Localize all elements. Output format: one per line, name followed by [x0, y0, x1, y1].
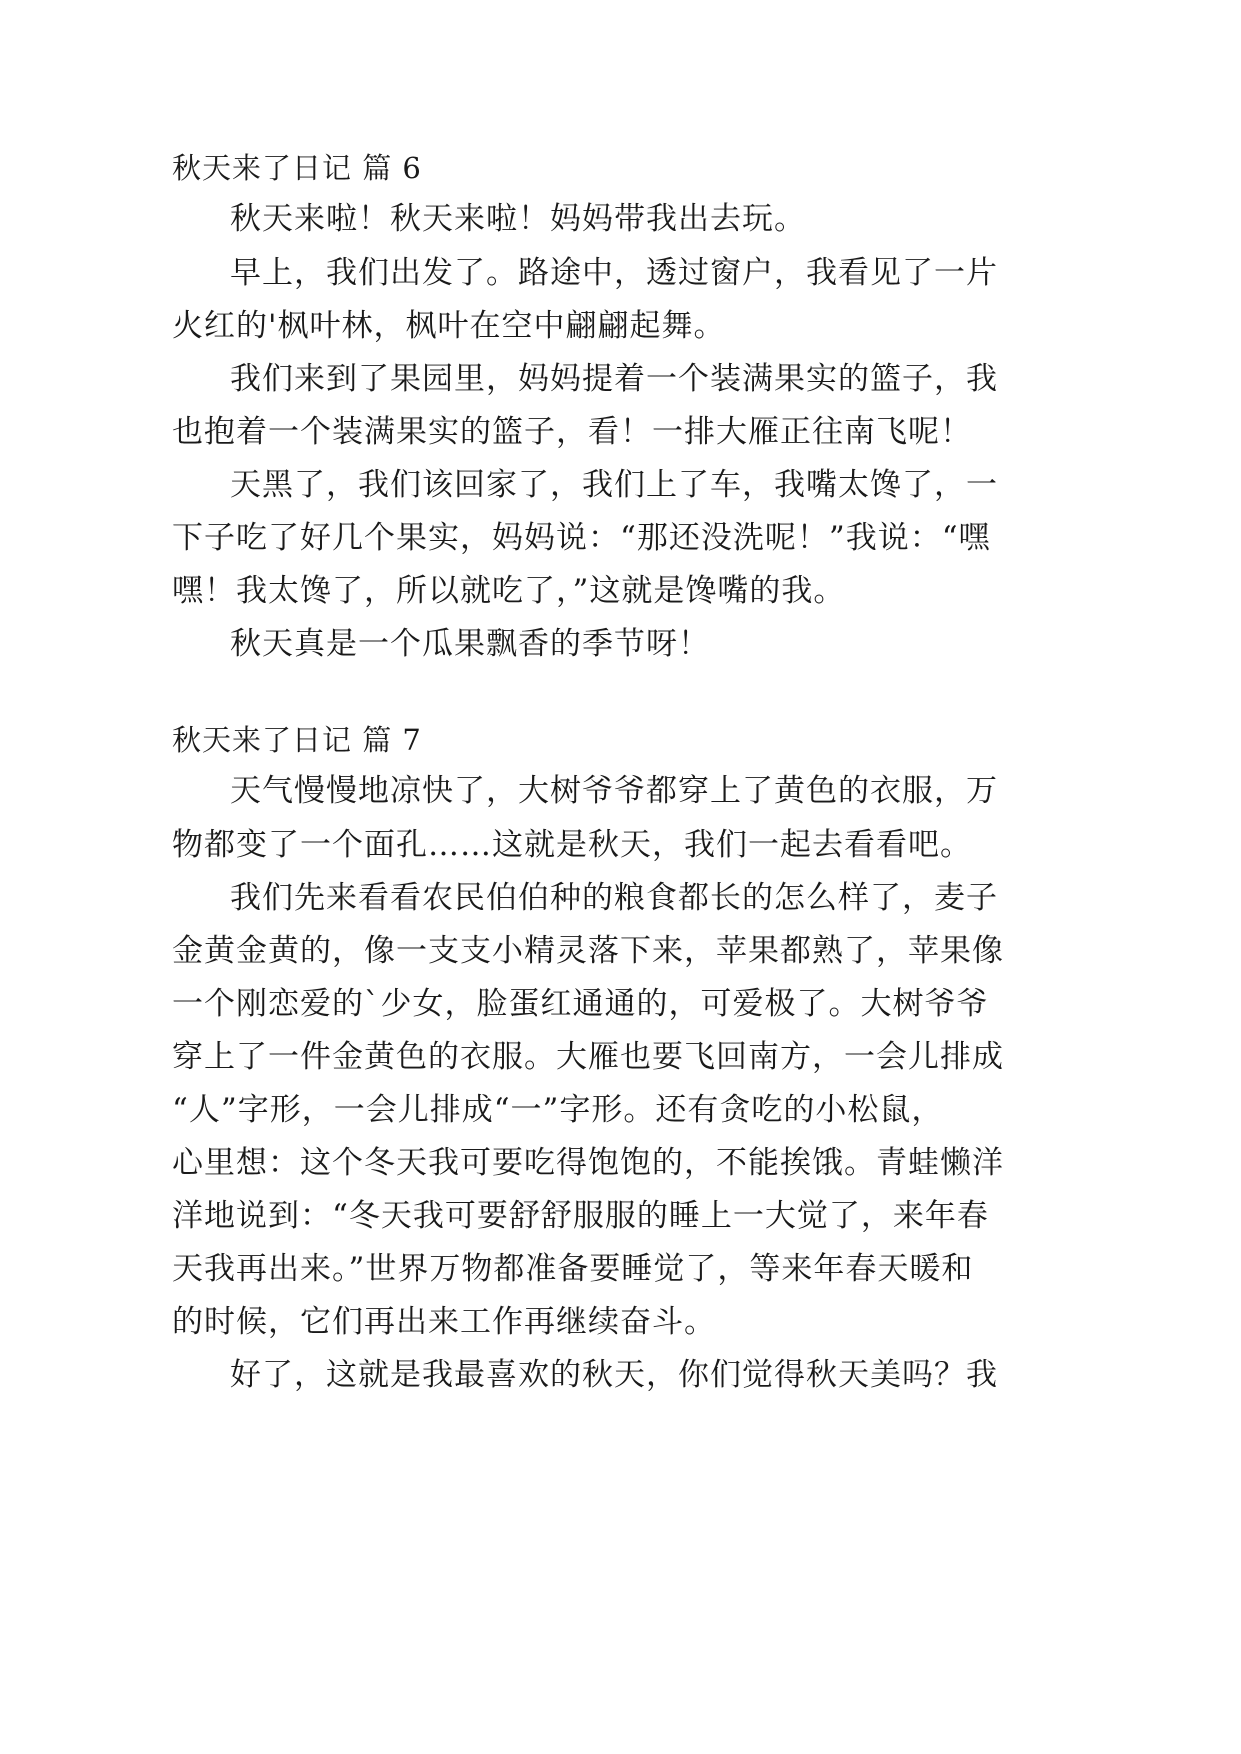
section-heading: 秋天来了日记 篇 6 — [172, 151, 422, 185]
paragraph-line: 心里想：这个冬天我可要吃得饱饱的，不能挨饿。青蛙懒洋 — [172, 1145, 1004, 1181]
paragraph-line: 我们来到了果园里，妈妈提着一个装满果实的篮子，我 — [230, 361, 998, 397]
paragraph-line: 也抱着一个装满果实的篮子，看！一排大雁正往南飞呢！ — [172, 414, 972, 450]
paragraph-line: 天我再出来。”世界万物都准备要睡觉了，等来年春天暖和 — [172, 1251, 974, 1287]
paragraph-line: 嘿！我太馋了，所以就吃了，”这就是馋嘴的我。 — [172, 573, 846, 609]
paragraph-line: 火红的'枫叶林，枫叶在空中翩翩起舞。 — [172, 308, 726, 344]
paragraph-line: 早上，我们出发了。路途中，透过窗户，我看见了一片 — [230, 255, 998, 291]
paragraph-line: 金黄金黄的，像一支支小精灵落下来，苹果都熟了，苹果像 — [172, 933, 1004, 969]
paragraph-line: 秋天来啦！秋天来啦！妈妈带我出去玩。 — [230, 201, 806, 237]
paragraph-line: 秋天真是一个瓜果飘香的季节呀！ — [230, 626, 710, 662]
paragraph-line: 一个刚恋爱的`少女，脸蛋红通通的，可爱极了。大树爷爷 — [172, 986, 989, 1022]
paragraph-line: 我们先来看看农民伯伯种的粮食都长的怎么样了，麦子 — [230, 880, 998, 916]
paragraph-line: 好了，这就是我最喜欢的秋天，你们觉得秋天美吗？我 — [230, 1357, 998, 1393]
paragraph-line: 洋地说到：“冬天我可要舒舒服服的睡上一大觉了，来年春 — [172, 1198, 989, 1234]
paragraph-line: 物都变了一个面孔……这就是秋天，我们一起去看看吧。 — [172, 827, 972, 863]
paragraph-line: 穿上了一件金黄色的衣服。大雁也要飞回南方，一会儿排成 — [172, 1039, 1004, 1075]
section-heading: 秋天来了日记 篇 7 — [172, 723, 422, 757]
paragraph-line: 天气慢慢地凉快了，大树爷爷都穿上了黄色的衣服，万 — [230, 773, 998, 809]
paragraph-line: 的时候，它们再出来工作再继续奋斗。 — [172, 1304, 716, 1340]
paragraph-line: “人”字形，一会儿排成“一”字形。还有贪吃的小松鼠， — [172, 1092, 944, 1128]
paragraph-line: 天黑了，我们该回家了，我们上了车，我嘴太馋了，一 — [230, 467, 998, 503]
paragraph-line: 下子吃了好几个果实，妈妈说：“那还没洗呢！”我说：“嘿 — [172, 520, 991, 556]
